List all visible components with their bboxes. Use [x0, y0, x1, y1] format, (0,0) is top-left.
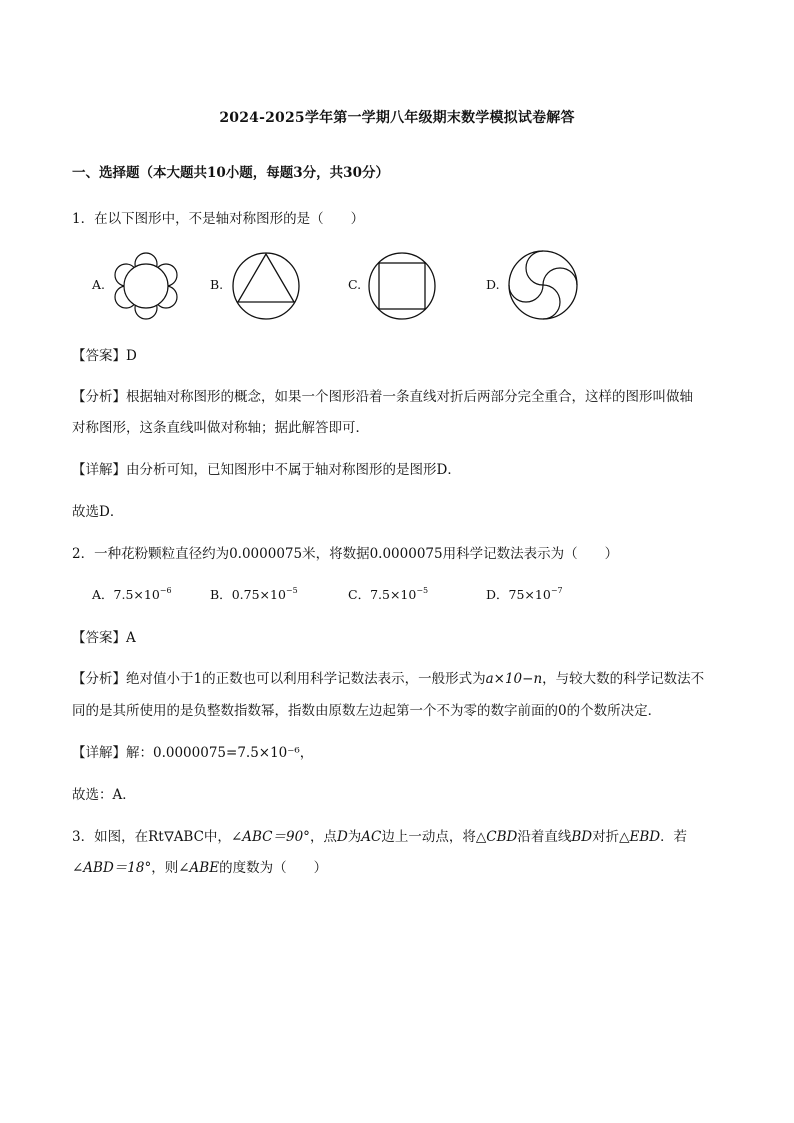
- q2-option-c-label: C．: [348, 587, 371, 602]
- q2-option-c-base: 7.5×10: [370, 587, 417, 602]
- circle-triangle-figure: [230, 250, 302, 322]
- q2-option-d-base: 75×10: [508, 587, 551, 602]
- q1-detail: 【详解】由分析可知，已知图形中不属于轴对称图形的是图形D．: [72, 462, 461, 478]
- q2-option-b: [210, 585, 298, 603]
- q3-segment-ac: AC: [361, 829, 382, 845]
- q3-triangle-cbd: △CBD: [475, 829, 518, 845]
- q2-analysis-line1: [72, 667, 704, 687]
- q2-option-a-label: A．: [92, 587, 114, 602]
- page-title: 2024-2025学年第一学期八年级期末数学模拟试卷解答: [219, 110, 575, 126]
- q1-option-c-label: C.: [348, 277, 362, 292]
- q1-answer: 【答案】D: [72, 348, 137, 364]
- q3-text: ，点: [309, 829, 337, 845]
- q2-option-b-base: 0.75×10: [231, 587, 286, 602]
- q1-choose: 故选D．: [72, 504, 124, 520]
- q3-segment-bd: BD: [571, 829, 593, 845]
- q2-option-b-label: B．: [210, 587, 232, 602]
- flower-figure: [108, 250, 184, 322]
- q2-option-d-exp: −7: [550, 586, 563, 595]
- q2-option-d: [486, 585, 563, 603]
- q2-detail: 【详解】解：0.0000075=7.5×10⁻⁶，: [72, 745, 314, 761]
- q3-text: ．若: [660, 829, 688, 845]
- q1-analysis-line1: 【分析】根据轴对称图形的概念，如果一个图形沿着一条直线对折后两部分完全重合，这样的图形叫做轴: [72, 389, 693, 405]
- q2-option-a: [92, 585, 172, 603]
- q3-triangle-ebd: △EBD: [619, 829, 661, 845]
- q2-analysis-formula: a×10−n: [485, 671, 543, 687]
- q1-option-b-label: B.: [210, 277, 224, 292]
- q3-text: 沿着直线: [517, 829, 572, 845]
- q3-angle-abc: ∠ABC＝90°: [230, 829, 310, 845]
- q2-option-d-label: D．: [486, 587, 509, 602]
- q3-angle-abe: ∠ABE: [178, 860, 220, 876]
- q3-text: 为: [347, 829, 362, 845]
- q1-stem: 1．在以下图形中，不是轴对称图形的是（ ）: [72, 211, 365, 227]
- nabla-triangle-icon: [164, 831, 174, 842]
- q3-point-d: D: [336, 829, 348, 845]
- swirl-circle-figure: [506, 248, 580, 322]
- q3-text: 对折: [592, 829, 620, 845]
- q2-option-a-exp: −6: [159, 586, 172, 595]
- q2-option-c: [348, 585, 428, 603]
- q2-stem: 2．一种花粉颗粒直径约为0.0000075米，将数据0.0000075用科学记数法表示为（ ）: [72, 546, 619, 562]
- q2-answer: 【答案】A: [72, 630, 136, 646]
- q2-choose: 故选：A．: [72, 787, 136, 803]
- q3-line2: [72, 856, 327, 876]
- q3-line1: [72, 825, 687, 845]
- q2-option-c-exp: −5: [416, 586, 429, 595]
- q3-text: ABC中，: [173, 829, 231, 845]
- q2-option-b-exp: −5: [285, 586, 298, 595]
- q3-text: 边上一动点，将: [381, 829, 476, 845]
- q1-option-d-label: D.: [486, 277, 500, 292]
- circle-square-figure: [366, 250, 438, 322]
- q2-analysis-line2: 同的是其所使用的是负整数指数幂，指数由原数左边起第一个不为零的数字前面的0的个数所决定．: [72, 703, 662, 719]
- q2-option-a-base: 7.5×10: [113, 587, 160, 602]
- q3-text: 的度数为（ ）: [219, 860, 328, 876]
- q1-option-a-label: A.: [92, 277, 106, 292]
- section-heading: 一、选择题（本大题共10小题，每题3分，共30分）: [72, 165, 389, 181]
- q3-text: ，则: [151, 860, 179, 876]
- q3-text: 3．如图，在Rt: [72, 829, 164, 845]
- q2-analysis-text-b: ，与较大数的科学记数法不: [542, 671, 705, 687]
- q1-analysis-line2: 对称图形，这条直线叫做对称轴；据此解答即可．: [72, 420, 369, 436]
- q2-analysis-text-a: 【分析】绝对值小于1的正数也可以利用科学记数法表示，一般形式为: [72, 671, 486, 687]
- q3-angle-abd: ∠ABD＝18°: [72, 860, 152, 876]
